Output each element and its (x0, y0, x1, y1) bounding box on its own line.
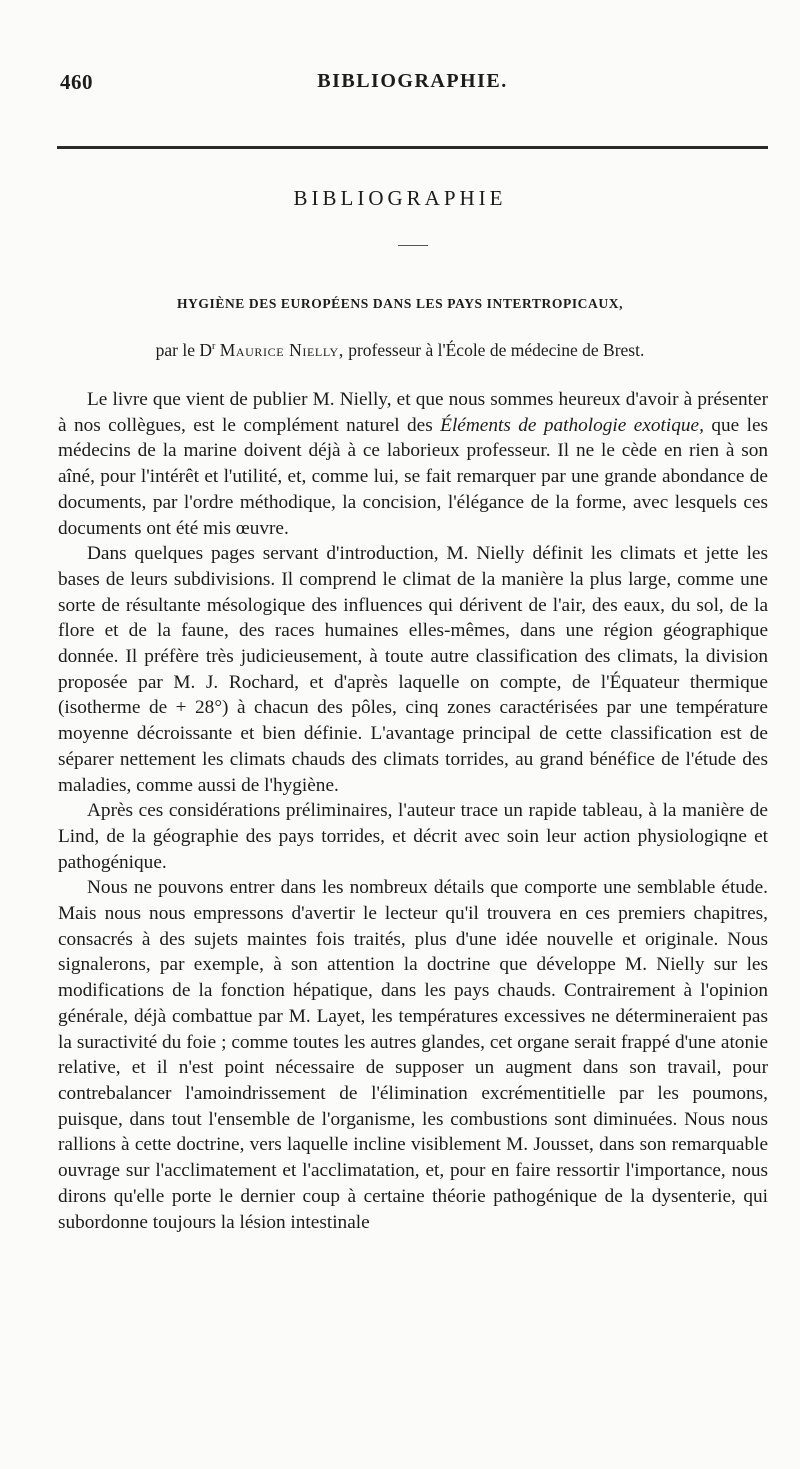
review-body (58, 387, 768, 1235)
paragraph-1 (58, 387, 768, 541)
header-rule (57, 146, 768, 149)
book-author (0, 340, 800, 361)
author-name: Maurice Nielly, (219, 340, 344, 360)
title-divider (398, 245, 428, 246)
paragraph-1-start: Le livre que vient de publier M. Nielly, et que nous sommes heureux d'avoir à présenter à nos collègues, est le complément naturel des (58, 389, 768, 436)
author-affiliation: professeur à l'École de médecine de Brest. (348, 340, 645, 360)
section-title: BIBLIOGRAPHIE (293, 186, 507, 210)
cited-work-title: Éléments de pathologie exotique, (440, 414, 704, 436)
author-prefix: par le D (155, 340, 213, 360)
paragraph-1-end: que les médecins de la marine doivent déjà à ce laborieux professeur. Il ne le cède en rien à son aîné, pour l'intérêt et l'utilité, et, comme lui, se fait remarquer par une grande abondance de documents, par l'ordre méthodique, la concision, l'élégance de la forme, avec lesquels ces documents ont été mis œuvre. (58, 414, 768, 539)
paragraph-3: Après ces considérations préliminaires, l'auteur trace un rapide tableau, à la manière de Lind, de la géographie des pays torrides, et décrit avec soin leur action physiologiqne et pathogénique. (58, 800, 768, 873)
paragraph-4: Nous ne pouvons entrer dans les nombreux détails que comporte une semblable étude. Mais nous nous empressons d'avertir le lecteur qu'il trouvera en ces premiers chapitres, consacrés à des sujets maintes fois traités, plus d'une idée nouvelle et originale. Nous signalerons, par exemple, à son attention la doctrine que développe M. Nielly sur les modifications de la fonction hépatique, dans les pays chauds. Contrairement à l'opinion générale, déjà combattue par M. Layet, les températures excessives ne détermineraient pas la suractivité du foie ; comme toutes les autres glandes, cet organe serait frappé d'une atonie relative, et il n'est point nécessaire de supposer un augment dans son travail, pour contrebalancer l'amoindrissement de l'élimination excrémentitielle par les poumons, puisque, dans tout l'ensemble de l'organisme, les combustions sont diminuées. Nous nous rallions à cette doctrine, vers laquelle incline visiblement M. Jousset, dans son remarquable ouvrage sur l'acclimatement et l'acclimatation, et, pour en faire ressortir l'importance, nous dirons qu'elle porte le dernier coup à certaine théorie pathogénique de la dysenterie, qui subordonne toujours la lésion intestinale (58, 877, 768, 1233)
book-title: HYGIÈNE DES EUROPÉENS DANS LES PAYS INTERTROPICAUX, (176, 296, 624, 311)
paragraph-2: Dans quelques pages servant d'introduction, M. Nielly définit les climats et jette les bases de leurs subdivisions. Il comprend le climat de la manière la plus large, comme une sorte de résultante mésologique des influences qui dérivent de l'air, des eaux, du sol, de la flore et de la faune, des races humaines elles-mêmes, dans une région géographique donnée. Il préfère très judicieusement, à toute autre classification des climats, la division proposée par M. J. Rochard, et d'après laquelle on compte, de l'Équateur thermique (isotherme de + 28°) à chacun des pôles, cinq zones caractérisées par une température moyenne décroissante et bien définie. L'avantage principal de cette classification est de séparer nettement les climats chauds des climats torrides, au grand bénéfice de l'étude des maladies, comme aussi de l'hygiène. (58, 543, 768, 796)
author-prefix-sup: r (212, 341, 216, 353)
running-title: BIBLIOGRAPHIE. (317, 70, 508, 92)
page-number: 460 (60, 70, 93, 94)
running-head (60, 70, 765, 100)
